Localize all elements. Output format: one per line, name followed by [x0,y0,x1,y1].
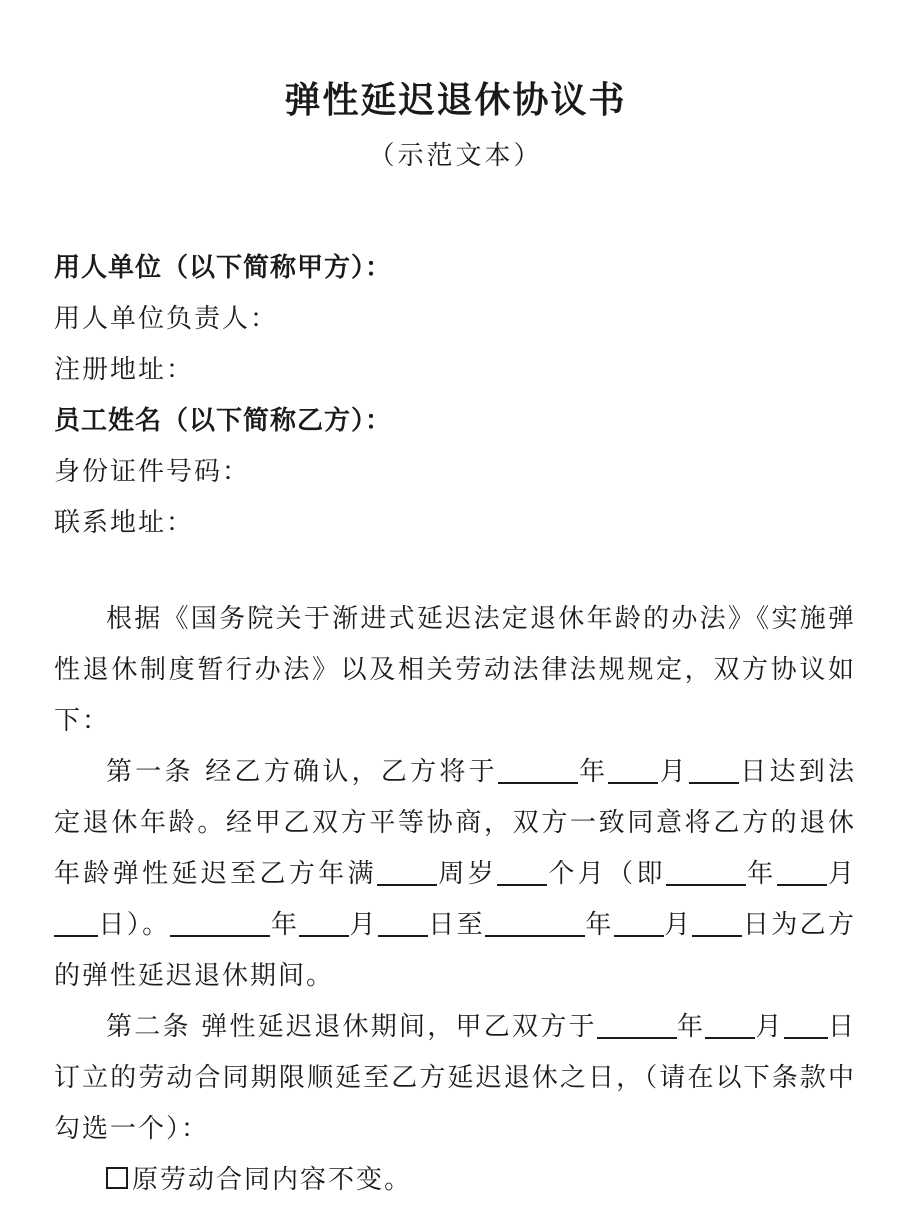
period-end-day-blank[interactable] [692,905,742,937]
article-2-paragraph [54,1002,856,1155]
article-1-text-5: 日）。 [98,910,171,940]
delayed-day-blank[interactable] [54,905,98,937]
intro-text: 根据《国务院关于渐进式延迟法定退休年龄的办法》《实施弹性退休制度暂行办法》以及相关劳动法律法规规定，双方协议如下： [54,604,856,736]
article-1-text-4: 个月（即 [547,859,666,889]
article-1-text-7: 日为乙方的弹性延迟退休期间。 [54,910,856,991]
article-1-paragraph [54,747,856,1002]
article-1-text-1: 第一条 经乙方确认，乙方将于 [106,757,498,787]
contract-month-blank[interactable] [705,1007,755,1039]
month-label: 月 [755,1012,784,1042]
period-start-day-blank[interactable] [378,905,428,937]
document-subtitle: （示范文本） [368,141,543,171]
delayed-month-blank[interactable] [777,854,827,886]
party-a-label: 用人单位（以下简称甲方）： [54,253,393,283]
party-b-address-label: 联系地址： [54,508,195,538]
period-end-year-blank[interactable] [485,905,585,937]
contract-day-blank[interactable] [784,1007,828,1039]
month-label: 月 [658,757,689,787]
party-fields [54,243,874,549]
age-months-blank[interactable] [497,854,547,886]
year-label: 年 [585,910,614,940]
party-b-id-label: 身份证件号码： [54,457,251,487]
month-label: 月 [663,910,693,940]
month-label: 月 [826,859,856,889]
party-a-address-label: 注册地址： [54,355,195,385]
agreement-body [54,594,856,1206]
party-b-label: 员工姓名（以下简称乙方）： [54,406,393,436]
article-1-text-2: 日达到法定退休年龄。经甲乙双方平等协商，双方一致同意将乙方的退休年龄弹性延迟至乙方年满 [54,757,856,889]
option-1-checkbox[interactable] [106,1167,128,1189]
year-label: 年 [577,757,609,787]
age-years-blank[interactable] [377,854,437,886]
contract-year-blank[interactable] [597,1007,677,1039]
period-end-month-blank[interactable] [614,905,664,937]
article-2-text-1: 第二条 弹性延迟退休期间，甲乙双方于 [106,1012,597,1042]
retire-year-blank[interactable] [498,752,578,784]
intro-paragraph [54,594,856,747]
option-1-line [54,1155,856,1206]
year-label: 年 [745,859,777,889]
article-1-text-3: 周岁 [436,859,498,889]
year-label: 年 [270,910,300,940]
period-start-year-blank[interactable] [170,905,270,937]
party-a-representative-label: 用人单位负责人： [54,304,279,334]
article-2-text-2: 日订立的劳动合同期限顺延至乙方延迟退休之日，（请在以下条款中勾选一个）： [54,1012,856,1144]
option-1-text: 原劳动合同内容不变。 [132,1165,413,1195]
document-title: 弹性延迟退休协议书 [284,80,627,121]
article-1-text-6: 日至 [427,910,486,940]
delayed-year-blank[interactable] [666,854,746,886]
retire-day-blank[interactable] [689,752,739,784]
retire-month-blank[interactable] [608,752,658,784]
period-start-month-blank[interactable] [299,905,349,937]
year-label: 年 [676,1012,706,1042]
month-label: 月 [349,910,378,940]
